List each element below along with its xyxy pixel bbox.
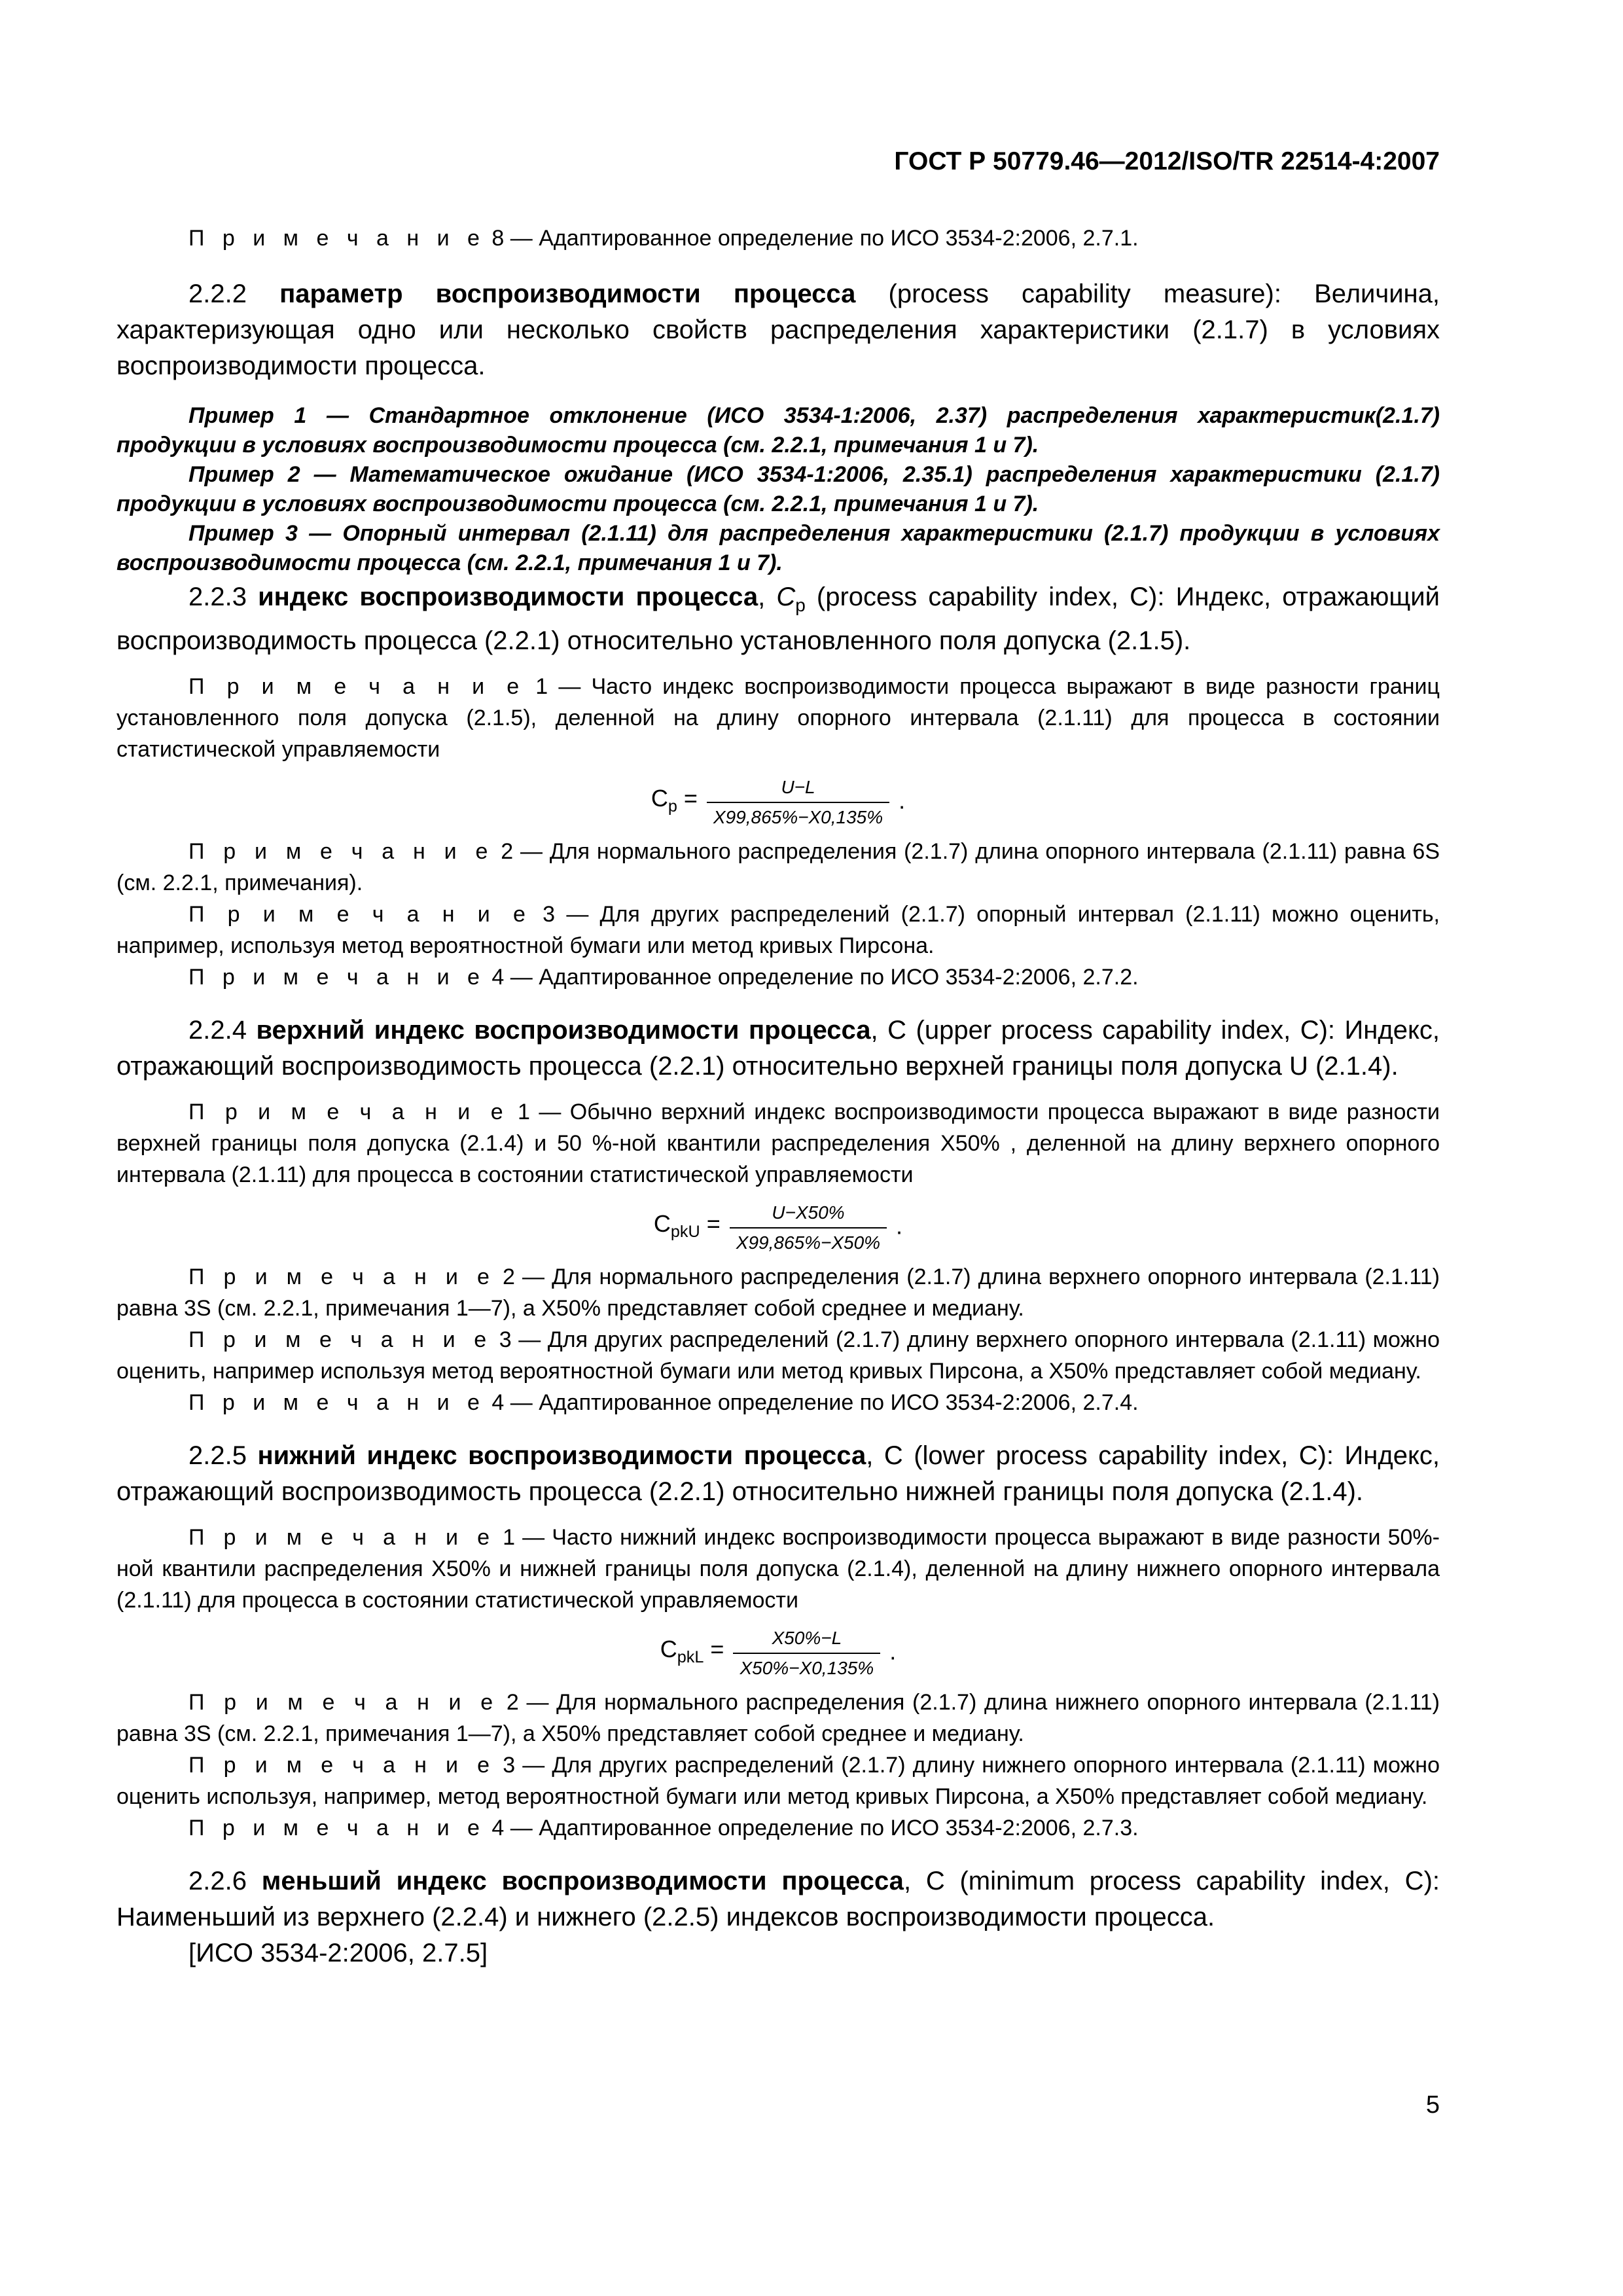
note-number: 3 xyxy=(499,1327,512,1352)
note-2-2-5-4 xyxy=(116,1812,1440,1844)
term: меньший индекс воспроизводимости процесса xyxy=(261,1867,904,1895)
formula-fraction xyxy=(730,1200,887,1256)
note-number: 3 xyxy=(503,1753,516,1778)
note-2-2-3-2 xyxy=(116,836,1440,899)
note-label: П р и м е ч а н и е xyxy=(188,1100,509,1124)
note-text: — Для нормального распределения (2.1.7) длина опорного интервала (2.1.11) равна 6S (см. 2.2.1, примечания). xyxy=(116,839,1440,895)
formula-cp: $C_p$ = $\frac{U-L}{X99,865\%-X0,135\%}$ . xyxy=(116,774,1440,831)
note-label: П р и м е ч а н и е xyxy=(188,1690,499,1715)
note-label: П р и м е ч а н и е xyxy=(188,839,494,864)
note-label: П р и м е ч а н и е xyxy=(188,1390,486,1415)
note-8 xyxy=(116,223,1440,254)
note-2-2-4-1 xyxy=(116,1096,1440,1191)
note-2-2-5-1 xyxy=(116,1522,1440,1616)
example-1: Пример 1 — Стандартное отклонение (ИСО 3534-1:2006, 2.37) распределения характеристик(2.1.7) продукции в условиях воспроизводимости процесса (см. 2.2.1, примечания 1 и 7). xyxy=(116,403,1440,457)
clause-number: 2.2.3 xyxy=(188,583,259,611)
note-label: П р и м е ч а н и е xyxy=(188,1265,495,1289)
clause-number: 2.2.4 xyxy=(188,1016,257,1045)
term: индекс воспроизводимости процесса xyxy=(258,583,758,611)
page-content xyxy=(116,223,1440,1971)
formula-denominator: X99,865%−X0,135% xyxy=(713,807,883,827)
definition-2-2-5 xyxy=(116,1438,1440,1510)
note-number: 2 xyxy=(501,839,514,864)
note-label: П р и м е ч а н и е xyxy=(188,674,526,699)
definition-2-2-6 xyxy=(116,1863,1440,1935)
formula-lhs: $C_p$ = xyxy=(651,784,698,816)
note-number: 2 xyxy=(503,1265,515,1289)
term: параметр воспроизводимости процесса xyxy=(279,279,856,308)
definition-2-2-4 xyxy=(116,1013,1440,1085)
formula-cpku: $C_{pkU}$ = $\frac{U-X50\%}{X99,865\%-X50\%}$ . xyxy=(116,1200,1440,1256)
page-number: 5 xyxy=(1425,2091,1440,2119)
note-label: П р и м е ч а н и е xyxy=(188,965,486,990)
definition-text: , C (upper process capability index, C): Индекс, отражающий воспроизводимость процесса (2.2.1) относительно верхней границы поля допуска U (2.1.4). xyxy=(116,1016,1440,1081)
formula-numerator: U−L xyxy=(707,774,889,803)
clause-number: 2.2.6 xyxy=(188,1867,262,1895)
note-2-2-3-1 xyxy=(116,671,1440,765)
clause-number: 2.2.5 xyxy=(188,1441,258,1470)
term: верхний индекс воспроизводимости процесса xyxy=(256,1016,871,1045)
note-2-2-4-3 xyxy=(116,1324,1440,1387)
note-number: 4 xyxy=(491,965,505,990)
note-text: — Для нормального распределения (2.1.7) длина верхнего опорного интервала (2.1.11) равна 3S (см. 2.2.1, примечания 1—7), а X50% представляет собой среднее и медиану. xyxy=(116,1265,1440,1321)
note-label: П р и м е ч а н и е xyxy=(188,1327,493,1352)
note-text: — Адаптированное определение по ИСО 3534-2:2006, 2.7.4. xyxy=(504,1390,1139,1415)
note-text: — Часто нижний индекс воспроизводимости процесса выражают в виде разности 50%-ной квантили распределения X50% и нижней границы поля допуска (2.1.4), деленной на длину нижнего опорного интервала (2.1.11) для процесса в состоянии статистической управляемости xyxy=(116,1525,1440,1613)
note-number: 4 xyxy=(491,1390,505,1415)
note-number: 3 xyxy=(543,902,556,927)
note-label: П р и м е ч а н и е xyxy=(188,902,531,927)
note-text: — Для других распределений (2.1.7) длину верхнего опорного интервала (2.1.11) можно оценить, например используя метод вероятностной бумаги или метод кривых Пирсона, а X50% представляет собой медиану. xyxy=(116,1327,1440,1384)
definition-2-2-3: 2.2.3 индекс воспроизводимости процесса, $C_p$ (process capability index, C): Индекс, отражающий воспроизводимость процесса (2.2.1) относительно установленного поля допуска (2.1.5). xyxy=(116,583,1440,655)
note-2-2-3-3 xyxy=(116,899,1440,961)
formula-cpkl: $C_{pkL}$ = $\frac{X50\%-L}{X50\%-X0,135\%}$ . xyxy=(116,1625,1440,1681)
formula-lhs: $C_{pkU}$ = xyxy=(653,1210,721,1242)
formula-fraction xyxy=(733,1625,880,1681)
note-text: — Для нормального распределения (2.1.7) длина нижнего опорного интервала (2.1.11) равна 3S (см. 2.2.1, примечания 1—7), а X50% представляет собой среднее и медиану. xyxy=(116,1690,1440,1746)
formula-fraction xyxy=(707,774,889,831)
note-number: 4 xyxy=(491,1816,505,1840)
definition-2-2-2 xyxy=(116,276,1440,384)
formula-lhs: $C_{pkL}$ = xyxy=(660,1635,724,1667)
note-number: 1 xyxy=(503,1525,516,1550)
source-reference: [ИСО 3534-2:2006, 2.7.5] xyxy=(188,1939,488,1967)
formula-denominator: X99,865%−X50% xyxy=(736,1232,881,1253)
definition-text: (process capability measure): Величина, характеризующая одно или несколько свойств распределения характеристики (2.1.7) в условиях воспроизводимости процесса. xyxy=(116,279,1440,380)
note-text: — Адаптированное определение по ИСО 3534-2:2006, 2.7.3. xyxy=(504,1816,1139,1840)
note-label: П р и м е ч а н и е xyxy=(188,1753,496,1778)
note-text: — Адаптированное определение по ИСО 3534-2:2006, 2.7.2. xyxy=(504,965,1139,990)
example-2: Пример 2 — Математическое ожидание (ИСО 3534-1:2006, 2.35.1) распределения характеристики (2.1.7) продукции в условиях воспроизводимости процесса (см. 2.2.1, примечания 1 и 7). xyxy=(116,462,1440,516)
note-2-2-3-4 xyxy=(116,961,1440,993)
example-3: Пример 3 — Опорный интервал (2.1.11) для распределения характеристики (2.1.7) продукции в условиях воспроизводимости процесса (см. 2.2.1, примечания 1 и 7). xyxy=(116,521,1440,575)
note-text: — Для других распределений (2.1.7) длину нижнего опорного интервала (2.1.11) можно оценить используя, например, метод вероятностной бумаги или метод кривых Пирсона, а X50% представляет собой медиану. xyxy=(116,1753,1440,1809)
note-number: 2 xyxy=(506,1690,519,1715)
formula-numerator: U−X50% xyxy=(730,1200,887,1229)
note-label: П р и м е ч а н и е xyxy=(188,226,486,251)
note-number: 1 xyxy=(518,1100,530,1124)
note-text: — Адаптированное определение по ИСО 3534-2:2006, 2.7.1. xyxy=(504,226,1139,251)
formula-numerator: X50%−L xyxy=(733,1625,880,1654)
clause-number: 2.2.2 xyxy=(188,279,280,308)
definition-text: , C (lower process capability index, C): Индекс, отражающий воспроизводимость процесса (2.2.1) относительно нижней границы поля допуска (2.1.4). xyxy=(116,1441,1440,1506)
note-label: П р и м е ч а н и е xyxy=(188,1816,486,1840)
note-text: — Обычно верхний индекс воспроизводимости процесса выражают в виде разности верхней границы поля допуска (2.1.4) и 50 %-ной квантили распределения X50% , деленной на длину верхнего опорного интервала (2.1.11) для процесса в состоянии статистической управляемости xyxy=(116,1100,1440,1187)
note-text: — Часто индекс воспроизводимости процесса выражают в виде разности границ установленного поля допуска (2.1.5), деленной на длину опорного интервала (2.1.11) для процесса в состоянии статистической управляемости xyxy=(116,674,1440,762)
term: нижний индекс воспроизводимости процесса xyxy=(257,1441,866,1470)
note-2-2-5-2 xyxy=(116,1687,1440,1749)
note-number: 8 xyxy=(491,226,505,251)
definition-text: (process capability index, C): Индекс, отражающий воспроизводимость процесса (2.2.1) относительно установленного поля допуска (2.1.5). xyxy=(116,583,1440,655)
note-2-2-5-3 xyxy=(116,1749,1440,1812)
document-header: ГОСТ Р 50779.46—2012/ISO/TR 22514-4:2007 xyxy=(894,147,1440,175)
definition-text: , C (minimum process capability index, C): Наименьший из верхнего (2.2.4) и нижнего (2.2.5) индексов воспроизводимости процесса. xyxy=(116,1867,1440,1931)
note-number: 1 xyxy=(535,674,548,699)
note-2-2-4-2 xyxy=(116,1261,1440,1324)
formula-denominator: X50%−X0,135% xyxy=(740,1658,874,1678)
note-text: — Для других распределений (2.1.7) опорный интервал (2.1.11) можно оценить, например, используя метод вероятностной бумаги или метод кривых Пирсона. xyxy=(116,902,1440,958)
note-label: П р и м е ч а н и е xyxy=(188,1525,496,1550)
note-2-2-4-4 xyxy=(116,1387,1440,1418)
